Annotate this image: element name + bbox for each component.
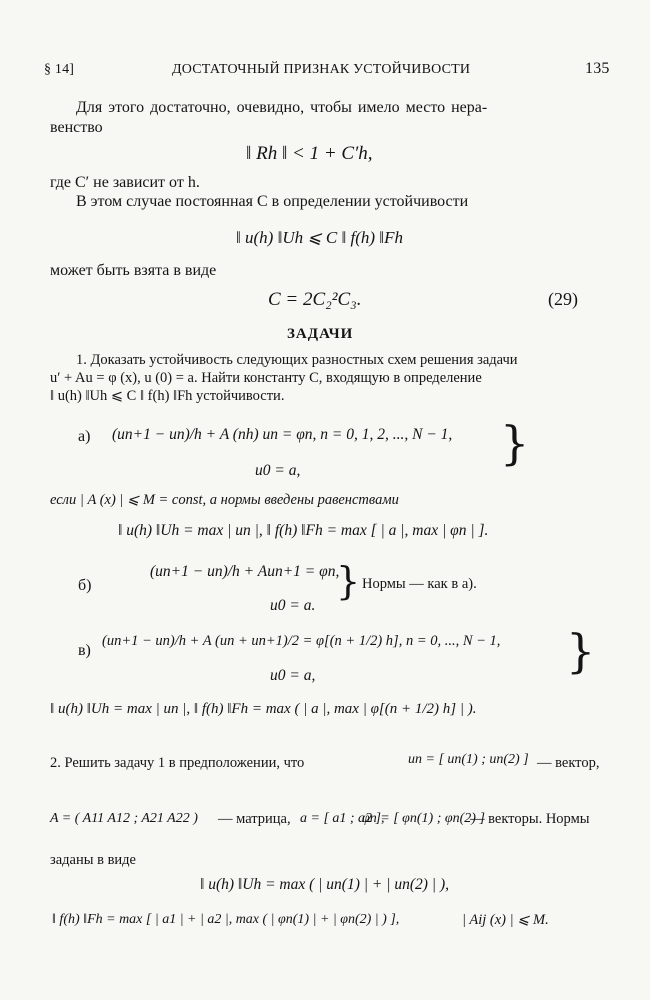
paragraph-line: может быть взята в виде [50, 262, 217, 279]
vector-u-definition: un = [ un(1) ; un(2) ] [408, 752, 529, 767]
scheme-a-equation: (un+1 − un)/h + A (nh) un = φn, n = 0, 1, 2, ..., N − 1, [112, 426, 453, 443]
matrix-word: — матрица, [218, 811, 291, 827]
matrix-A-definition: A = ( A11 A12 ; A21 A22 ) [50, 811, 198, 826]
vector-phi-definition: φn = [ φn(1) ; φn(2) ] [362, 811, 485, 826]
norm-u-definition: ‖ u(h) ‖Uh = max ( | un(1) | + | un(2) | ), [200, 876, 449, 893]
running-title: ДОСТАТОЧНЫЙ ПРИЗНАК УСТОЙЧИВОСТИ [172, 62, 471, 77]
problem-text-line: ‖ u(h) ‖Uh ⩽ C ‖ f(h) ‖Fh устойчивости. [50, 388, 285, 404]
norm-f-definition: ‖ f(h) ‖Fh = max [ | a1 | + | a2 |, max ( | φn(1) | + | φn(2) | ) ], [52, 912, 400, 927]
right-brace-icon: } [566, 624, 596, 678]
scheme-c-equation: (un+1 − un)/h + A (un + un+1)/2 = φ[(n + 1/2) h], n = 0, ..., N − 1, [102, 633, 501, 649]
vector-a-definition: a = [ a1 ; a2 ], [300, 811, 385, 826]
norms-a: ‖ u(h) ‖Uh = max | un |, ‖ f(h) ‖Fh = max [ | a |, max | φn | ]. [118, 522, 489, 539]
equation-stability: ‖ u(h) ‖Uh ⩽ C ‖ f(h) ‖Fh [236, 228, 403, 247]
item-label-c: в) [78, 642, 91, 659]
vector-word: — вектор, [537, 755, 600, 771]
norms-c: ‖ u(h) ‖Uh = max | un |, ‖ f(h) ‖Fh = max ( | a |, max | φ[(n + 1/2) h] | ). [50, 701, 477, 717]
bound-aij: | Aij (x) | ⩽ M. [462, 912, 549, 928]
problem-text-line: u′ + Au = φ (x), u (0) = a. Найти константу C, входящую в определение [50, 370, 482, 386]
equation-29: C = 2C₂²C₃. [268, 289, 362, 310]
section-marker: § 14] [44, 62, 75, 77]
right-brace-icon: } [500, 416, 530, 470]
problem-text-line: 2. Решить задачу 1 в предположении, что [50, 755, 305, 771]
problem-text-line: 1. Доказать устойчивость следующих разностных схем решения задачи [76, 352, 518, 368]
vectors-word: — векторы. Нормы [470, 811, 590, 827]
item-label-a: а) [78, 428, 91, 445]
norms-note: Нормы — как в а). [362, 576, 477, 592]
page-number: 135 [585, 60, 610, 77]
problem-text-line: заданы в виде [50, 852, 136, 868]
scheme-c-initial: u0 = a, [270, 667, 316, 684]
condition-text: если | A (x) | ⩽ M = const, а нормы введены равенствами [50, 492, 399, 508]
right-brace-icon: } [336, 559, 361, 603]
equation-rh-norm: ‖ Rh ‖ < 1 + C′h, [246, 143, 373, 164]
paragraph-line: где C′ не зависит от h. [50, 174, 200, 191]
paragraph-line: Для этого достаточно, очевидно, чтобы имело место нера- [76, 99, 488, 116]
paragraph-line: В этом случае постоянная C в определении устойчивости [76, 193, 469, 210]
paragraph-line: венство [50, 119, 103, 136]
scheme-b-initial: u0 = a. [270, 597, 316, 614]
scheme-b-equation: (un+1 − un)/h + Aun+1 = φn, [150, 563, 340, 580]
equation-label: (29) [548, 289, 578, 309]
problems-heading: ЗАДАЧИ [287, 326, 354, 342]
scheme-a-initial: u0 = a, [255, 462, 301, 479]
item-label-b: б) [78, 577, 92, 594]
